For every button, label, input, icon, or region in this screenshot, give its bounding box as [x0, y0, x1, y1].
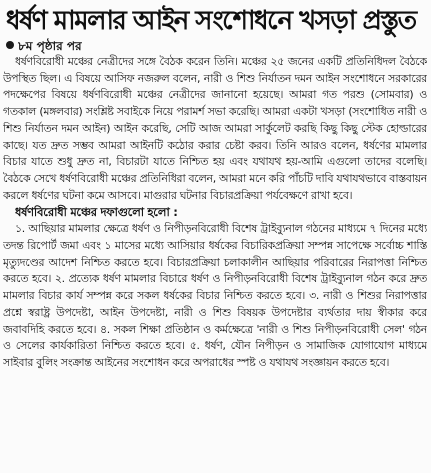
headline: ধর্ষণ মামলার আইন সংশোধনে খসড়া প্রস্তুত: [6, 6, 416, 36]
article-paragraph: ধর্ষণবিরোধী মঞ্চের নেত্রীদের সঙ্গে বৈঠক করেন তিনি। মঞ্চের ২৫ জনের একটি প্রতিনিধিদল বৈঠকে উপস্থিত ছিল। এ বিষয়ে আসিফ নজরুল বলেন, নারী ও শিশু নির্যাতন দমন আইন সংশোধনে সরকারের পদক্ষেপের বিষয়ে ধর্ষণবিরোধী মঞ্চের নেত্রীদের জানানো হয়েছে। আমরা গত পরশু (সোমবার) ও গতকাল (মঙ্গলবার) সংশ্লিষ্ট সবাইকে নিয়ে পরামর্শ সভা করেছি। আমরা একটা খসড়া (সংশোধিত নারী ও শিশু নির্যাতন দমন আইন) আইন করেছি, সেটি আজ আমরা সার্কুলেট করছি কিছু কিছু স্টেক হোল্ডারের কাছে। যত দ্রুত সম্ভব আমরা আইনটি কঠোর করার চেষ্টা করব। তিনি আরও বলেন, ধর্ষণের মামলার বিচার যাতে শুধু দ্রুত না, বিচারটা যাতে নিশ্চিত হয় এবং যথাযথ হয়-আমি এগুলো তাদের বলেছি। বৈঠকে সেখে ধর্ষণবিরোধী মঞ্চের প্রতিনিধিরা বলেন, আমরা মনে করি পাঁচটি দাবি যথাযথভাবে বাস্তবায়ন করলে ধর্ষণের ঘটনা কমে আসবে। মাগুরার ঘটনার বিচারপ্রক্রিয়া পর্যবেক্ষণে রাখা হবে।: [3, 55, 427, 202]
continued-from-text: ৮ম পৃষ্ঠার পর: [18, 39, 82, 53]
article-body: [3, 54, 427, 470]
continued-from-note: [6, 38, 82, 54]
bullet-icon: [6, 41, 14, 49]
demands-paragraph: ১. আছিয়ার মামলার ক্ষেত্রে ধর্ষণ ও নিপীড়নবিরোধী বিশেষ ট্রাইব্যুনাল গঠনের মাধ্যমে ৭ দিনের মধ্যে তদন্ত রিপোর্ট জমা এবং ১ মাসের মধ্যে আসিয়ার ধর্ষকের বিচারিকপ্রক্রিয়া সম্পন্ন সাপেক্ষে সর্বোচ্চ শাস্তি মৃত্যুদণ্ডের আদেশ নিশ্চিত করতে হবে। বিচারপ্রক্রিয়া চলাকালীন আছিয়ার পরিবারের নিরাপত্তা নিশ্চিত করতে হবে। ২. প্রত্যেক ধর্ষণ মামলার বিচারে ধর্ষণ ও নিপীড়নবিরোধী বিশেষ ট্রাইব্যুনাল গঠন করে দ্রুত মামলার বিচার কার্য সম্পন্ন করে সকল ধর্ষকের বিচার নিশ্চিত করতে হবে। ৩. নারী ও শিশুর নিরাপত্তার প্রশ্নে স্বরাষ্ট্র উপদেষ্টা, আইন উপদেষ্টা, নারী ও শিশু বিষয়ক উপদেষ্টার ব্যর্থতার দায় স্বীকার করে জবাবদিহি করতে হবে। ৪. সকল শিক্ষা প্রতিষ্ঠান ও কর্মক্ষেত্রে 'নারী ও শিশু নিপীড়নবিরোধী সেল' গঠন ও সেলের কার্যকারিতা নিশ্চিত করতে হবে। ৫. ধর্ষণ, যৌন নিপীড়ন ও সামাজিক যোগাযোগ মাধ্যমে সাইবার বুলিং সংক্রান্ত আইনের সংশোধন করে অপরাধের স্পষ্ট ও যথাযথ সংজ্ঞায়ন করতে হবে।: [3, 222, 427, 369]
demands-heading: ধর্ষণবিরোধী মঞ্চের দফাগুলো হলো :: [15, 205, 178, 220]
